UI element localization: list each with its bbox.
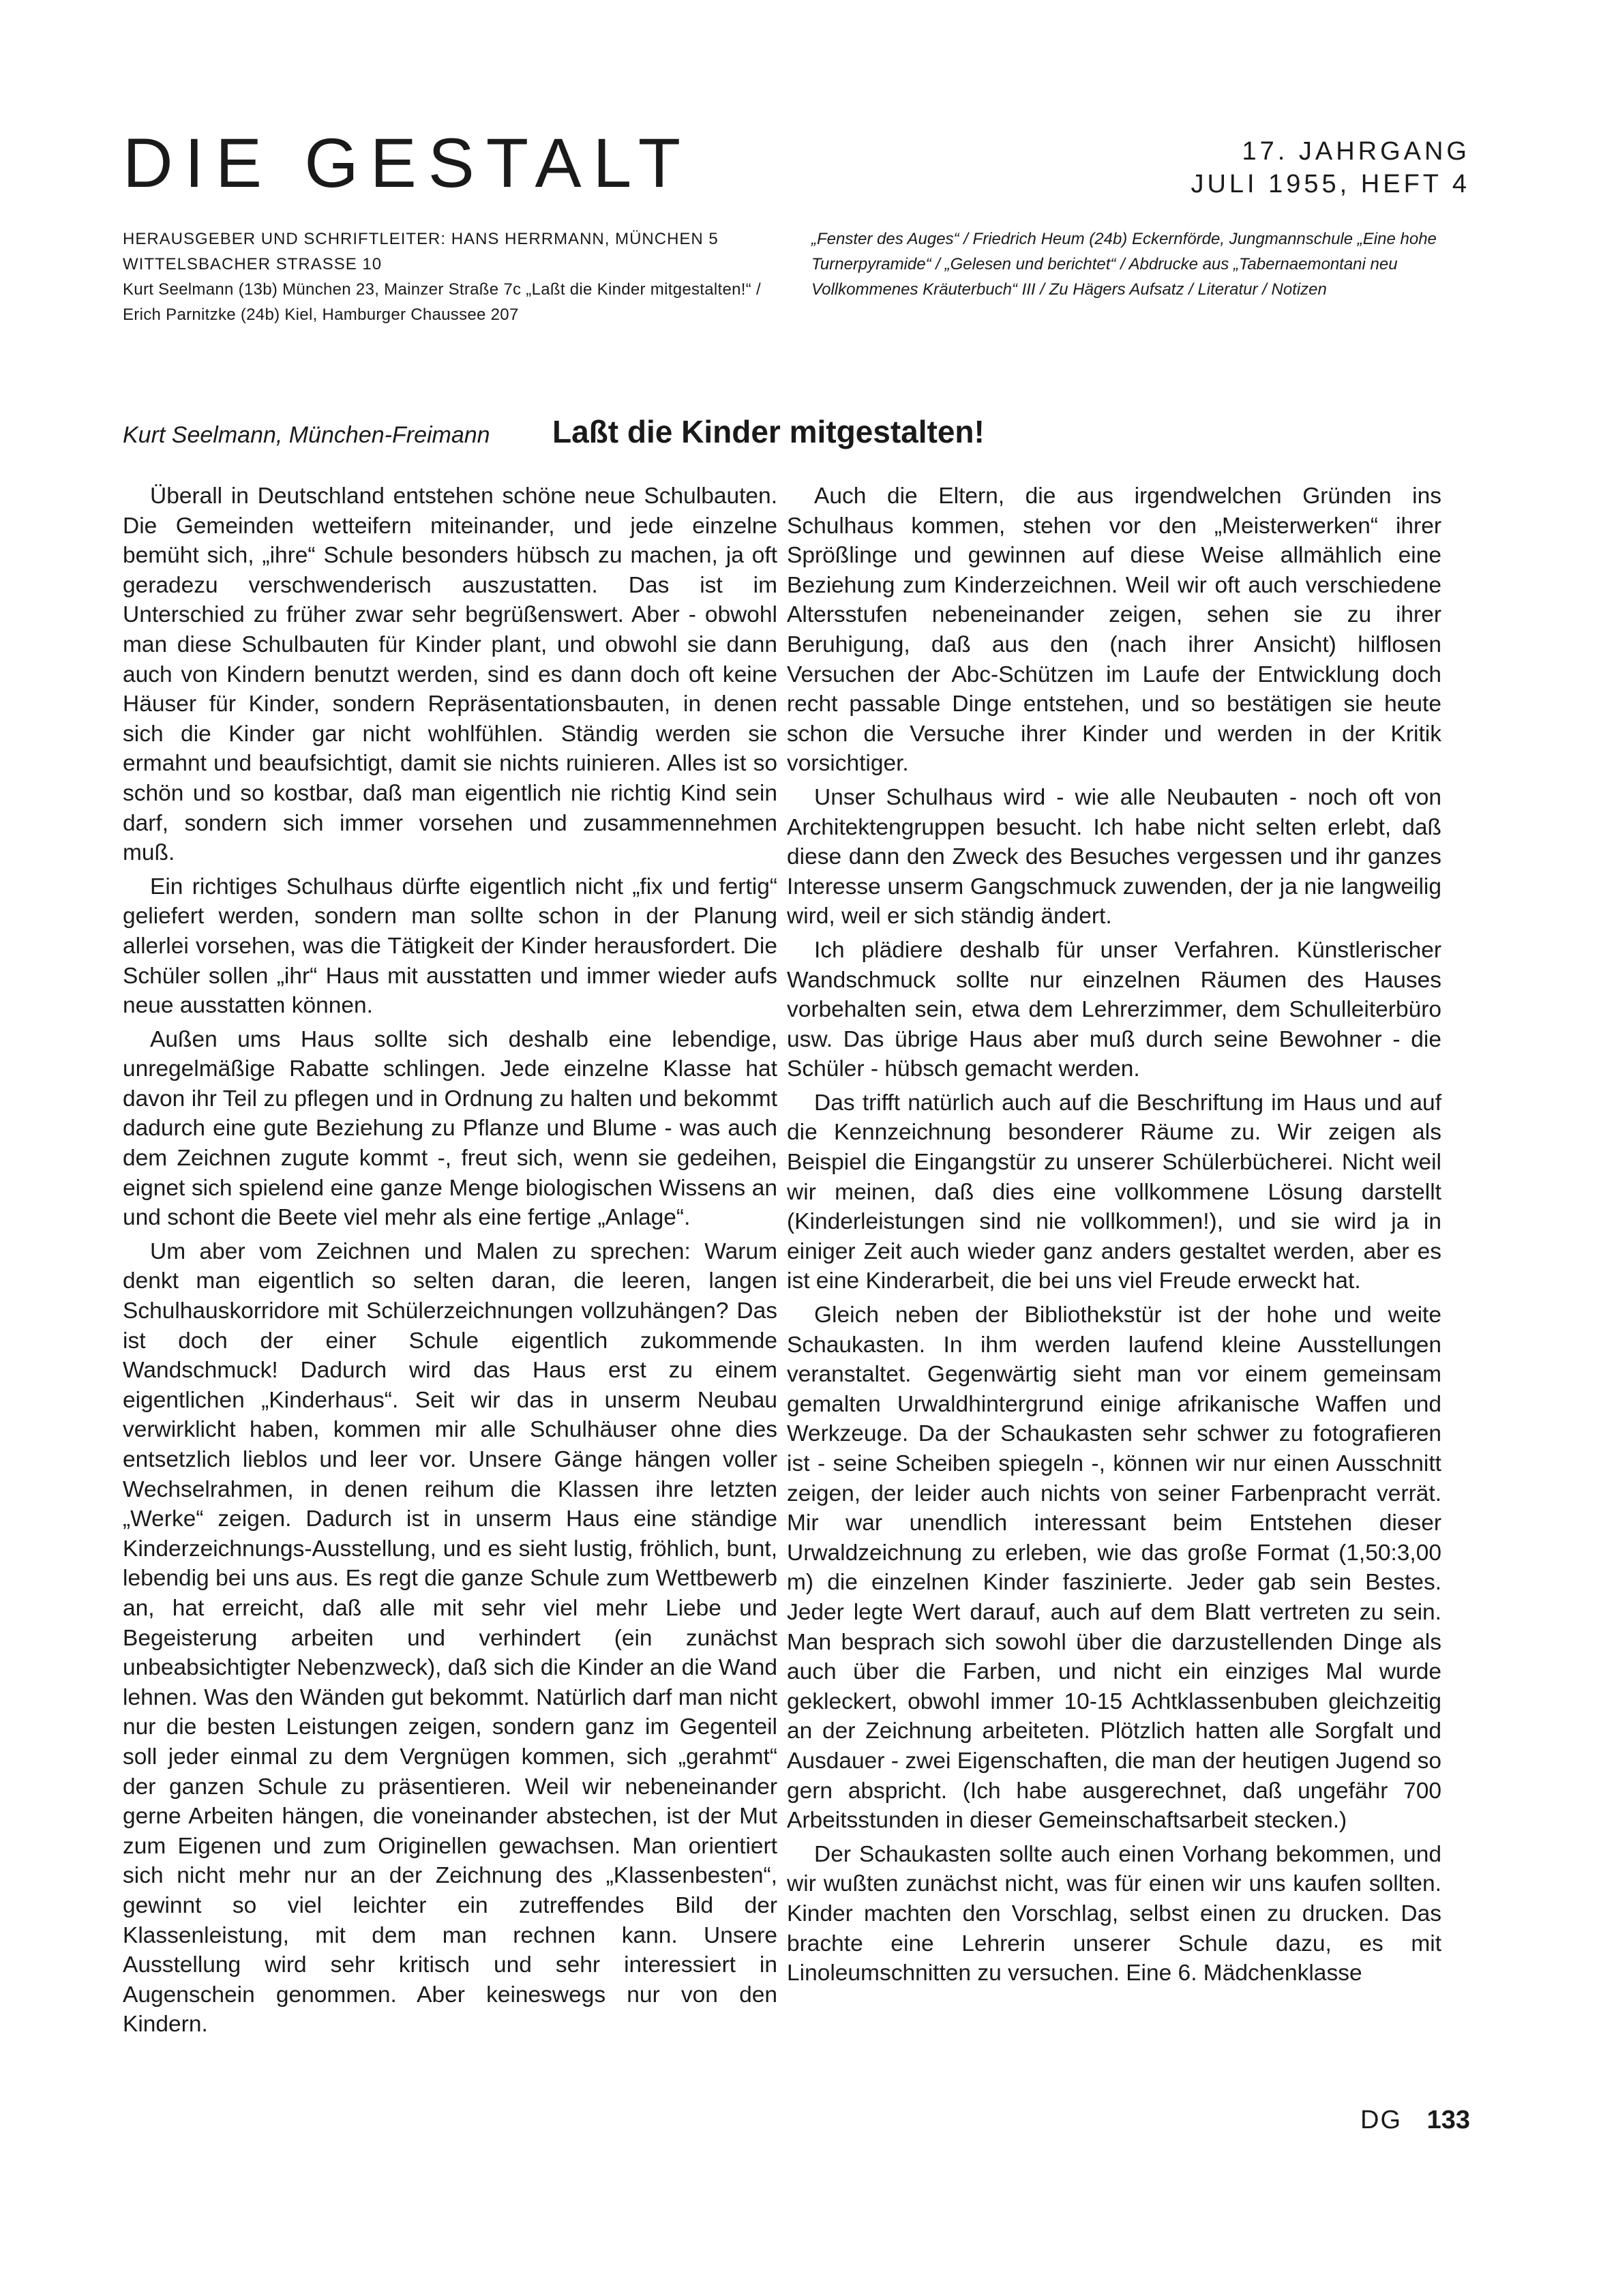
paragraph: Um aber vom Zeichnen und Malen zu sprechen: Warum denkt man eigentlich so selten daran, die leeren, langen Schulhauskorridore mit Schülerzeichnungen vollzuhängen? Das ist doch der einer Schule eigentlich zukommende Wandschmuck! Dadurch wird das Haus erst zu einem eigentlichen „Kinderhaus“. Seit wir das in unserm Neubau verwirklicht haben, kommen mir alle Schulhäuser ohne dies entsetzlich lieblos und leer vor. Unsere Gänge hängen voller Wechselrahmen, in denen reihum die Klassen ihre letzten „Werke“ zeigen. Dadurch ist in unserm Haus eine ständige Kinderzeichnungs-Ausstellung, und es sieht lustig, fröhlich, bunt, lebendig bei uns aus. Es regt die ganze Schule zum Wettbewerb an, hat erreicht, daß alle mit sehr viel mehr Liebe und Begeisterung arbeiten und verhindert (ein zunächst unbeabsichtigter Nebenzweck), daß sich die Kinder an die Wand lehnen. Was den Wänden gut bekommt. Natürlich darf man nicht nur die besten Leistungen zeigen, sondern ganz im Gegenteil soll jeder einmal zu dem Vergnügen kommen, sich „gerahmt“ der ganzen Schule zu präsentieren. Weil wir nebeneinander gerne Arbeiten hängen, die voneinander abstechen, ist der Mut zum Eigenen und zum Originellen gewachsen. Man orientiert sich nicht mehr nur an der Zeichnung des „Klassenbesten“, gewinnt so viel leichter ein zutreffendes Bild der Klassenleistung, mit dem man rechnen kann. Unsere Ausstellung wird sehr kritisch und sehr interessiert in Augenschein genommen. Aber keineswegs nur von den Kindern. <box>123 1238 777 2038</box>
paragraph: Ein richtiges Schulhaus dürfte eigentlich nicht „fix und fertig“ geliefert werden, sondern man sollte schon in der Planung allerlei vorsehen, was die Tätigkeit der Kinder herausfordert. Die Schüler sollen „ihr“ Haus mit ausstatten und immer wieder aufs neue ausstatten können. <box>123 874 777 1019</box>
volume-label: 17. JAHRGANG <box>1242 137 1470 166</box>
paragraph: Auch die Eltern, die aus irgendwelchen Gründen ins Schulhaus kommen, stehen vor den „Meisterwerken“ ihrer Sprößlinge und gewinnen auf diese Weise allmählich eine Beziehung zum Kinderzeichnen. Weil wir oft auch verschiedene Altersstufen nebeneinander zeigen, sehen sie zu ihrer Beruhigung, daß aus den (nach ihrer Ansicht) hilflosen Versuchen der Abc-Schützen im Laufe der Entwicklung doch recht passable Dinge entstehen, und so bestätigen sie heute schon die Versuche ihrer Kinder und werden in der Kritik vorsichtiger. <box>787 483 1441 777</box>
paragraph: Überall in Deutschland entstehen schöne neue Schulbauten. Die Gemeinden wetteifern miteinander, und jede einzelne bemüht sich, „ihre“ Schule besonders hübsch zu machen, ja oft geradezu verschwenderisch auszustatten. Das ist im Unterschied zu früher zwar sehr begrüßenswert. Aber - obwohl man diese Schulbauten für Kinder plant, und obwohl sie dann auch von Kindern benutzt werden, sind es dann doch oft keine Häuser für Kinder, sondern Repräsentationsbauten, in denen sich die Kinder gar nicht wohlfühlen. Ständig werden sie ermahnt und beaufsichtigt, damit sie nichts ruinieren. Alles ist so schön und so kostbar, daß man eigentlich nie richtig Kind sein darf, sondern sich immer vorsehen und zusammennehmen muß. <box>123 483 777 866</box>
address-line: WITTELSBACHER STRASSE 10 <box>123 255 383 273</box>
journal-title: DIE GESTALT <box>123 124 693 202</box>
issue-label: JULI 1955, HEFT 4 <box>1191 170 1470 198</box>
contents-left: Kurt Seelmann (13b) München 23, Mainzer Straße 7c „Laßt die Kinder mitgestalten!“ / Erich Parnitzke (24b) Kiel, Hamburger Chaussee 207 <box>123 280 761 324</box>
right-column <box>787 481 1441 1993</box>
paragraph: Der Schaukasten sollte auch einen Vorhang bekommen, und wir wußten zunächst nicht, was für einen wir uns kaufen sollten. Kinder machten den Vorschlag, selbst einen zu drucken. Das brachte eine Lehrerin unserer Schule dazu, es mit Linoleumschnitten zu versuchen. Eine 6. Mädchenklasse <box>787 1841 1441 1986</box>
paragraph: Das trifft natürlich auch auf die Beschriftung im Haus und auf die Kennzeichnung besonderer Räume zu. Wir zeigen als Beispiel die Eingangstür zu unserer Schülerbücherei. Nicht weil wir meinen, daß dies eine vollkommene Lösung darstellt (Kinderleistungen sind nie vollkommen!), und sie wird ja in einiger Zeit auch wieder ganz anders gestaltet werden, aber es ist eine Kinderarbeit, die bei uns viel Freude erweckt hat. <box>787 1090 1441 1294</box>
masthead-left <box>123 226 777 327</box>
editor-line: HERAUSGEBER UND SCHRIFTLEITER: HANS HERRMANN, MÜNCHEN 5 <box>123 230 719 248</box>
page-footer <box>1360 2106 1470 2135</box>
journal-abbrev: DG <box>1360 2106 1403 2134</box>
article-header <box>123 413 1480 450</box>
paragraph: Unser Schulhaus wird - wie alle Neubauten - noch oft von Architektengruppen besucht. Ich habe nicht selten erlebt, daß diese dann den Zweck des Besuches vergessen und ihr ganzes Interesse unserm Gangschmuck zuwenden, der ja nie langweilig wird, weil er sich ständig ändert. <box>787 784 1441 929</box>
article-title: Laßt die Kinder mitgestalten! <box>552 414 985 449</box>
paragraph: Ich plädiere deshalb für unser Verfahren. Künstlerischer Wandschmuck sollte nur einzelnen Räumen des Hauses vorbehalten sein, etwa dem Lehrerzimmer, dem Schulleiterbüro usw. Das übrige Haus aber muß durch seine Bewohner - die Schüler - hübsch gemacht werden. <box>787 937 1441 1082</box>
masthead-right: „Fenster des Auges“ / Friedrich Heum (24b) Eckernförde, Jungmannschule „Eine hohe Turnerpyramide“ / „Gelesen und berichtet“ / Abdrucke aus „Tabernaemontani neu Vollkommenes Kräuterbuch“ III / Zu Hägers Aufsatz / Literatur / Notizen <box>811 230 1437 299</box>
issue-info <box>1191 135 1470 200</box>
article-author: Kurt Seelmann, München-Freimann <box>123 422 490 448</box>
left-column <box>123 481 777 2044</box>
paragraph: Gleich neben der Bibliothekstür ist der hohe und weite Schaukasten. In ihm werden laufend kleine Ausstellungen veranstaltet. Gegenwärtig sieht man vor einem gemeinsam gemalten Urwaldhintergrund einige afrikanische Waffen und Werkzeuge. Da der Schaukasten sehr schwer zu fotografieren ist - seine Scheiben spiegeln -, können wir nur einen Ausschnitt zeigen, der leider auch nichts von seiner Farbenpracht verrät. Mir war unendlich interessant beim Entstehen dieser Urwaldzeichnung zu erleben, wie das große Format (1,50:3,00 m) die einzelnen Kinder faszinierte. Jeder gab sein Bestes. Jeder legte Wert darauf, auch auf dem Blatt vertreten zu sein. Man besprach sich sowohl über die darzustellenden Dinge als auch über die Farben, und nicht ein einziges Mal wurde gekleckert, obwohl immer 10-15 Achtklassenbuben gleichzeitig an der Zeichnung arbeiteten. Plötzlich hatten alle Sorgfalt und Ausdauer - zwei Eigenschaften, die man der heutigen Jugend so gern abspricht. (Ich habe ausgerechnet, daß ungefähr 700 Arbeitsstunden in dieser Gemeinschaftsarbeit stecken.) <box>787 1302 1441 1834</box>
paragraph: Außen ums Haus sollte sich deshalb eine lebendige, unregelmäßige Rabatte schlingen. Jede einzelne Klasse hat davon ihr Teil zu pflegen und in Ordnung zu halten und bekommt dadurch eine gute Beziehung zu Pflanze und Blume - was auch dem Zeichnen zugute kommt -, freut sich, wenn sie gedeihen, eignet sich spielend eine ganze Menge biologischen Wissens an und schont die Beete viel mehr als eine fertige „Anlage“. <box>123 1026 777 1231</box>
page-number: 133 <box>1426 2106 1470 2134</box>
